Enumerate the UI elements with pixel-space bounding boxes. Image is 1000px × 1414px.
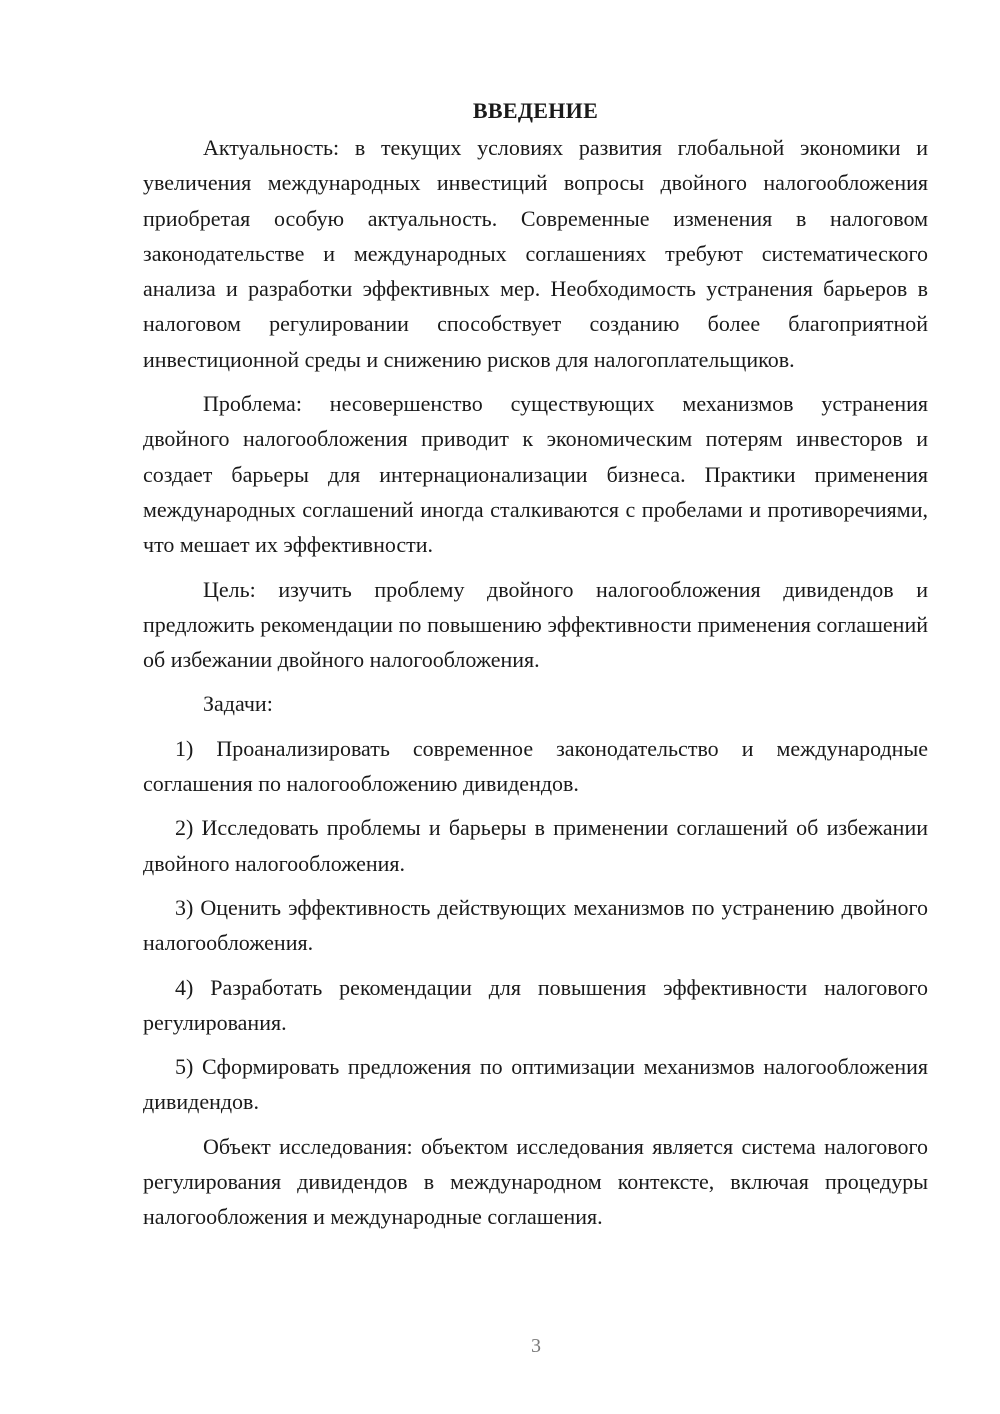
tasks-list — [143, 731, 928, 1120]
task-item: 4) Разработать рекомендации для повышения эффективности налогового регулирования. — [143, 974, 928, 1035]
page-number: 3 — [531, 1335, 541, 1357]
relevance-paragraph: Актуальность: в текущих условиях развития глобальной экономики и увеличения международных инвестиций вопросы двойного налогообложения приобретая особую актуальность. Современные изменения в налоговом законодательстве и международных соглашениях требуют систематического анализа и разработки эффективных мер. Необходимость устранения барьеров в налоговом регулировании способствует созданию более благоприятной инвестиционной среды и снижению рисков для налогоплательщиков. — [143, 135, 928, 372]
research-object-paragraph: Объект исследования: объектом исследования является система налогового регулирования дивидендов в международном контексте, включая процедуры налогообложения и международные соглашения. — [143, 1133, 928, 1230]
task-item: 2) Исследовать проблемы и барьеры в применении соглашений об избежании двойного налогообложения. — [143, 815, 928, 876]
task-item: 1) Проанализировать современное законодательство и международные соглашения по налогообложению дивидендов. — [143, 735, 928, 797]
section-heading: ВВЕДЕНИЕ — [472, 98, 599, 123]
task-item: 5) Сформировать предложения по оптимизации механизмов налогообложения дивидендов. — [143, 1054, 928, 1115]
task-item: 3) Оценить эффективность действующих механизмов по устранению двойного налогообложения. — [143, 894, 928, 956]
goal-paragraph: Цель: изучить проблему двойного налогообложения дивидендов и предложить рекомендации по повышению эффективности применения соглашений об избежании двойного налогообложения. — [143, 576, 928, 673]
tasks-label: Задачи: — [203, 691, 273, 717]
page-body — [143, 96, 928, 1244]
problem-paragraph: Проблема: несовершенство существующих механизмов устранения двойного налогообложения приводит к экономическим потерям инвесторов и создает барьеры для интернационализации бизнеса. Практики применения международных соглашений иногда сталкиваются с пробелами и противоречиями, что мешает их эффективности. — [143, 391, 928, 558]
